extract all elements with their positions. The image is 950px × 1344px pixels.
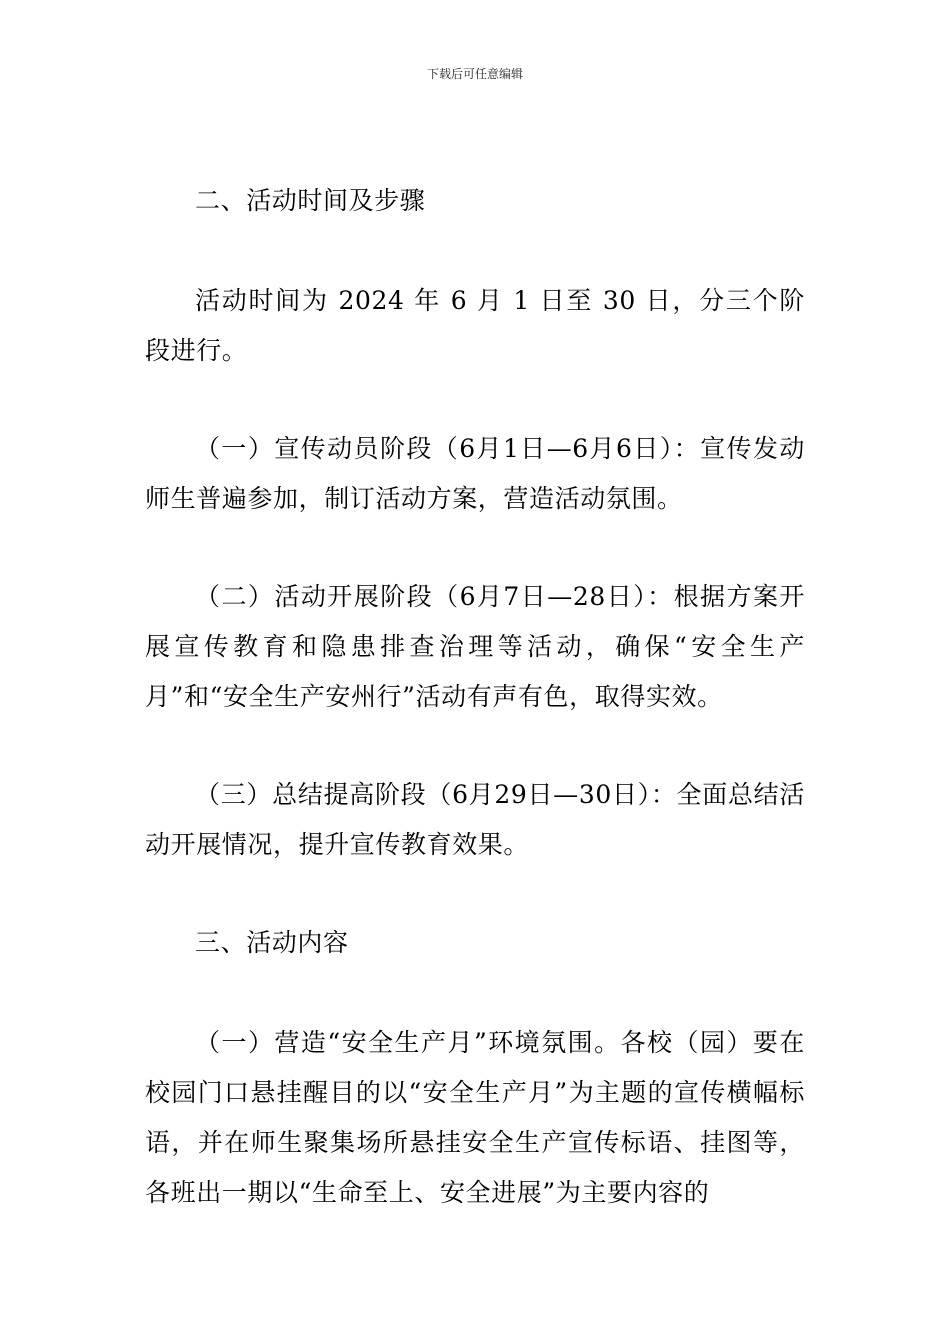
paragraph-stage-implementation: （二）活动开展阶段（6月7日—28日）：根据方案开展宣传教育和隐患排查治理等活动，确保“安全生产月”和“安全生产安州行”活动有声有色，取得实效。	[145, 582, 805, 711]
paragraph-stage-summary: （三）总结提高阶段（6月29日—30日）：全面总结活动开展情况，提升宣传教育效果。	[145, 780, 805, 859]
document-body	[145, 176, 805, 1218]
page-header-note: 下载后可任意编辑	[426, 67, 523, 81]
paragraph-time-intro: 活动时间为 2024 年 6 月 1 日至 30 日，分三个阶段进行。	[145, 286, 805, 365]
paragraph-content-atmosphere: （一）营造“安全生产月”环境氛围。各校（园）要在校园门口悬挂醒目的以“安全生产月”为主题的宣传横幅标语，并在师生聚集场所悬挂安全生产宣传标语、挂图等，各班出一期以“生命至上、安全进展”为主要内容的	[145, 1028, 805, 1207]
section-heading-content: 三、活动内容	[195, 928, 349, 957]
section-heading-time-steps: 二、活动时间及步骤	[195, 186, 426, 215]
paragraph-stage-mobilization: （一）宣传动员阶段（6月1日—6月6日）：宣传发动师生普遍参加，制订活动方案，营造活动氛围。	[145, 434, 805, 513]
